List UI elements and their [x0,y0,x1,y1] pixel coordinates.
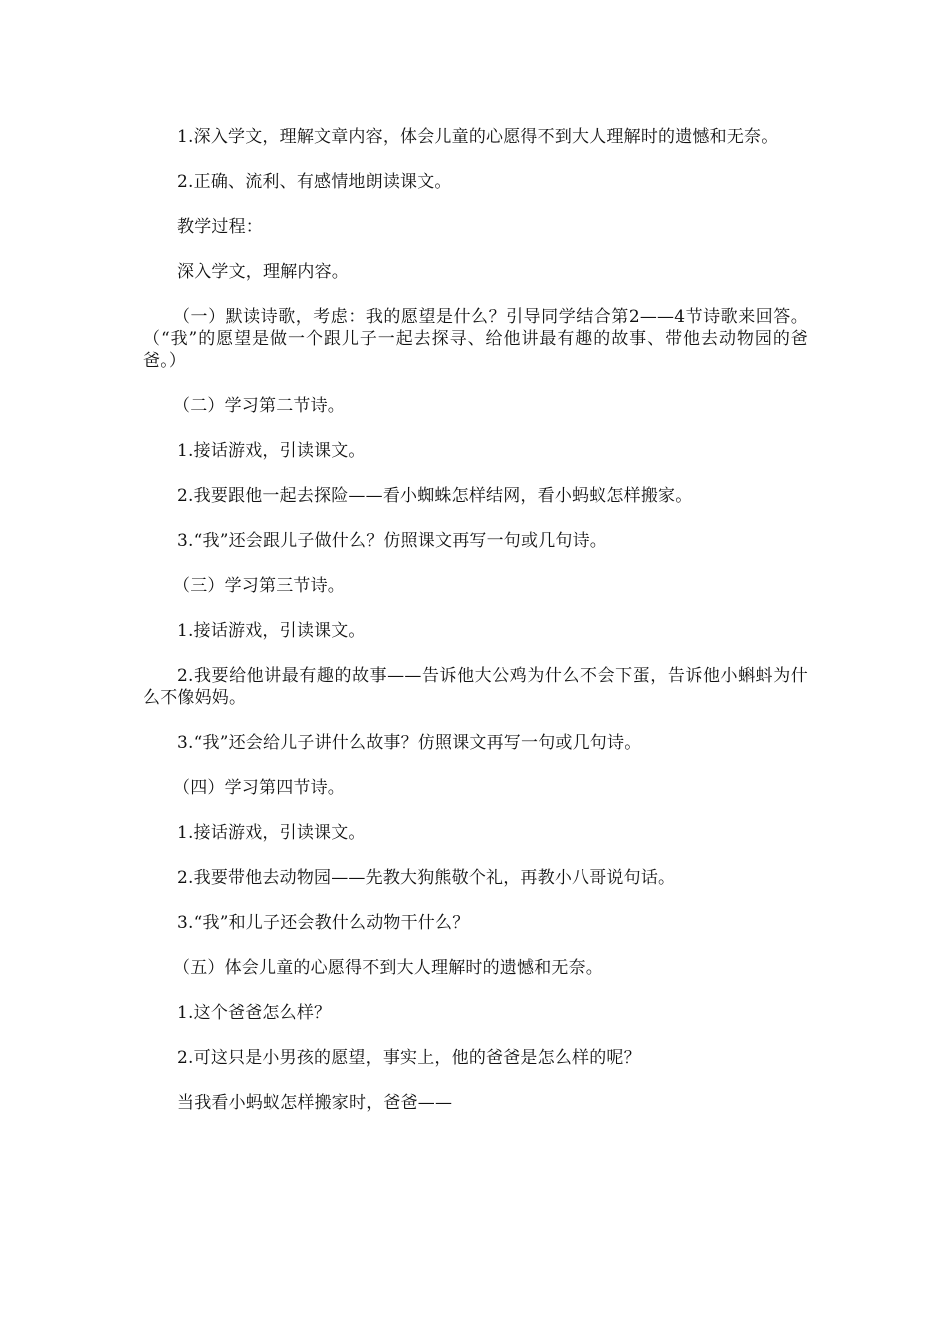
paragraph-section-2-item-1: 1.接话游戏，引读课文。 [177,441,366,461]
paragraph-section-1: （一）默读诗歌，考虑：我的愿望是什么？引导同学结合第2——4节诗歌来回答。（“我”的愿望是做一个跟儿子一起去探寻、给他讲最有趣的故事、带他去动物园的爸爸。） [143,307,808,371]
paragraph-objective-2: 2.正确、流利、有感情地朗读课文。 [177,172,452,192]
paragraph-heading-process: 教学过程： [177,217,263,237]
paragraph-section-5-item-3: 当我看小蚂蚁怎样搬家时，爸爸—— [177,1093,453,1113]
paragraph-section-3-item-3: 3.“我”还会给儿子讲什么故事？仿照课文再写一句或几句诗。 [177,733,642,753]
paragraph-section-3-item-2: 2.我要给他讲最有趣的故事——告诉他大公鸡为什么不会下蛋，告诉他小蝌蚪为什么不像妈妈。 [143,666,808,708]
paragraph-section-5-heading: （五）体会儿童的心愿得不到大人理解时的遗憾和无奈。 [173,958,603,978]
paragraph-section-2-item-3: 3.“我”还会跟儿子做什么？仿照课文再写一句或几句诗。 [177,531,608,551]
paragraph-section-3-heading: （三）学习第三节诗。 [173,576,345,596]
paragraph-section-4-item-2: 2.我要带他去动物园——先教大狗熊敬个礼，再教小八哥说句话。 [177,868,676,888]
paragraph-section-3-item-1: 1.接话游戏，引读课文。 [177,621,366,641]
paragraph-heading-study: 深入学文，理解内容。 [177,262,349,282]
document-body [143,126,808,1137]
paragraph-objective-1: 1.深入学文，理解文章内容，体会儿童的心愿得不到大人理解时的遗憾和无奈。 [177,127,779,147]
paragraph-section-2-heading: （二）学习第二节诗。 [173,396,345,416]
paragraph-section-5-item-1: 1.这个爸爸怎么样？ [177,1003,332,1023]
paragraph-section-4-heading: （四）学习第四节诗。 [173,778,345,798]
paragraph-section-5-item-2: 2.可这只是小男孩的愿望，事实上，他的爸爸是怎么样的呢？ [177,1048,641,1068]
paragraph-section-4-item-1: 1.接话游戏，引读课文。 [177,823,366,843]
paragraph-section-4-item-3: 3.“我”和儿子还会教什么动物干什么？ [177,913,470,933]
paragraph-section-2-item-2: 2.我要跟他一起去探险——看小蜘蛛怎样结网，看小蚂蚁怎样搬家。 [177,486,693,506]
